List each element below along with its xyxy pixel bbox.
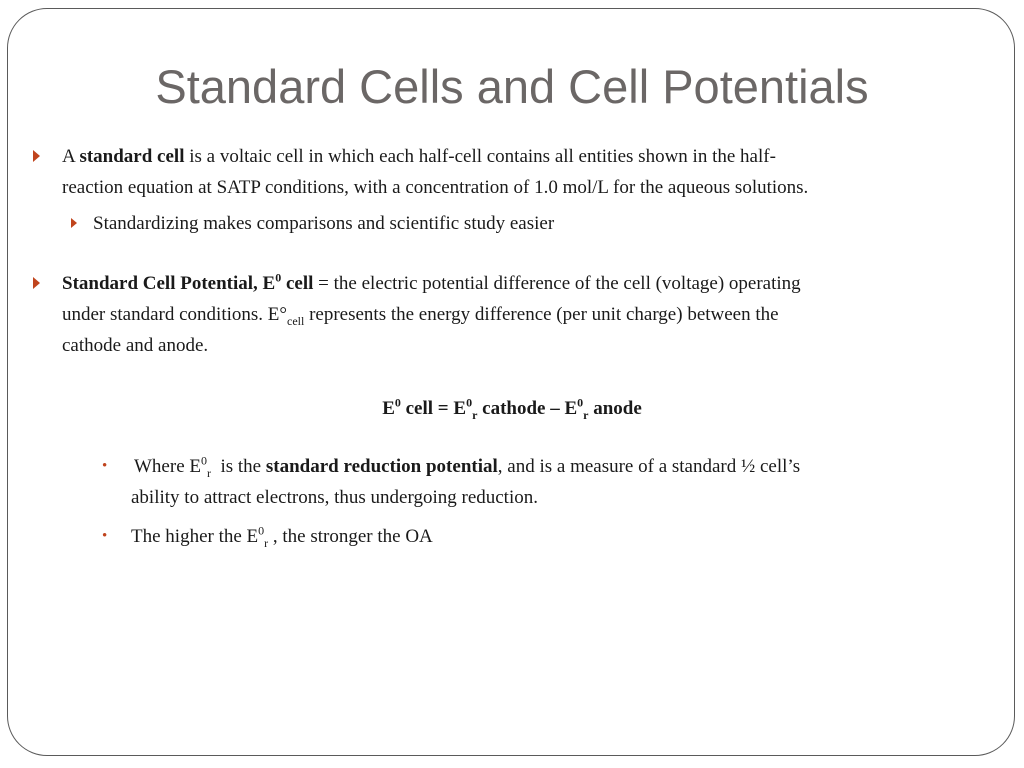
point1-text-b: is the [210,456,266,477]
arrow-bullet-icon [33,150,40,162]
point-reduction-potential-line1 [134,451,800,482]
standard-cell-potential-term [62,270,314,294]
arrow-bullet-icon [33,277,40,289]
formula-subscript: r [583,407,589,422]
formula-part: cell = E [400,398,467,419]
formula-superscript: 0 [394,395,401,410]
formula-part: anode [588,398,642,419]
bullet-standard-potential-line1 [62,268,801,299]
bullet-standard-cell-line1 [62,141,776,172]
term-part-a: Standard Cell Potential, E [62,273,276,294]
term-part-b: cell [281,273,314,294]
bullet1-line1-text: is a voltaic cell in which each half-cell contains all entities shown in the half- [184,146,776,167]
slide-title: Standard Cells and Cell Potentials [155,60,869,113]
cell-potential-formula [0,393,1024,424]
bullet1-prefix: A [62,146,80,167]
point1-text-a: Where E [134,456,201,477]
bullet2-line2-b: represents the energy difference (per unit charge) between the [304,304,779,325]
point-higher-potential [131,521,433,552]
dot-bullet-icon: • [102,458,108,474]
point-reduction-potential-line2: ability to attract electrons, thus undergoing reduction. [131,487,538,508]
arrow-sub-bullet-icon [71,218,77,228]
point2-text-b: , the stronger the OA [268,526,433,547]
bullet2-line1-text: the electric potential difference of the cell (voltage) operating [333,273,801,294]
bullet-standard-potential-line3: cathode and anode. [62,335,209,356]
point2-text-a: The higher the E [131,526,259,547]
point1-superscript: 0 [200,453,207,468]
sub-bullet-standardizing: Standardizing makes comparisons and scientific study easier [93,213,555,234]
point1-subscript: r [206,465,211,480]
formula-part: E [382,398,395,419]
dot-bullet-icon: • [102,528,108,544]
standard-reduction-potential-term: standard reduction potential [265,456,498,477]
equals-sign: = [313,273,334,294]
bullet-standard-potential-line2 [62,299,779,330]
bullet-standard-cell-line2: reaction equation at SATP conditions, with a concentration of 1.0 mol/L for the aqueous solutions. [62,177,809,198]
cell-subscript: cell [287,313,305,328]
point2-superscript: 0 [258,523,265,538]
bullet2-line2-a: under standard conditions. E° [62,304,287,325]
standard-cell-term: standard cell [79,146,185,167]
term-superscript: 0 [275,270,282,285]
point1-text-c: , and is a measure of a standard ½ cell’s [497,456,801,477]
formula-subscript: r [472,407,478,422]
formula-part: cathode – E [477,398,578,419]
slide-frame [7,8,1015,756]
formula-superscript: 0 [466,395,473,410]
point2-subscript: r [264,535,269,550]
formula-superscript: 0 [577,395,584,410]
